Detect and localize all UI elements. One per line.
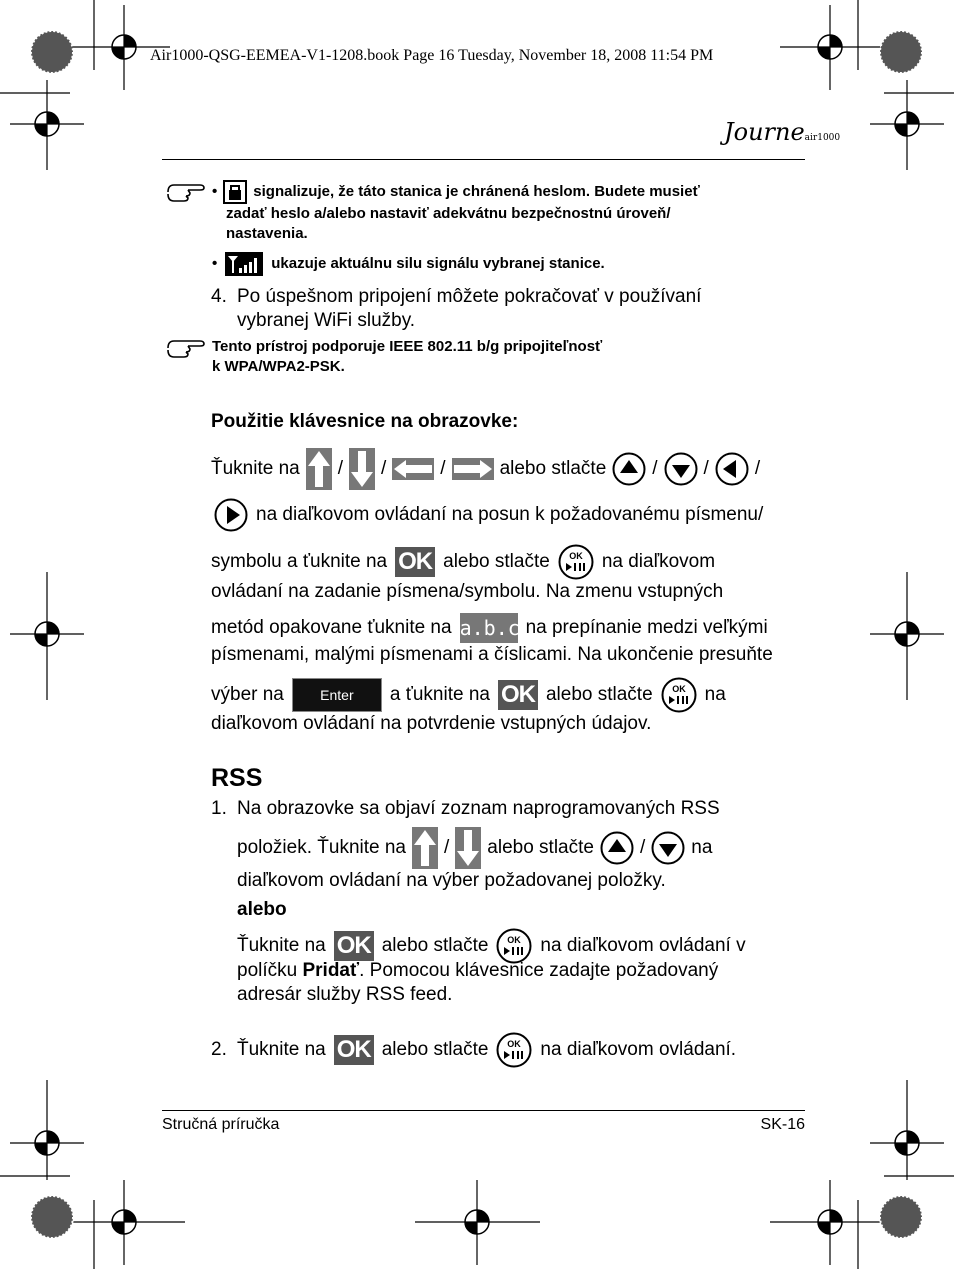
svg-text:OK: OK	[671, 684, 686, 694]
keyboard-line8: diaľkovom ovládaní na potvrdenie vstupných údajov.	[211, 713, 652, 734]
remote-up-button-icon	[600, 831, 634, 865]
logo-text: Journe	[724, 118, 805, 146]
keyboard-line4: ovládaní na zadanie písmena/symbolu. Na zmenu vstupných	[211, 581, 724, 602]
rss-step1-line3: diaľkovom ovládaní na výber požadovanej položky.	[237, 870, 666, 891]
footer-rule	[162, 1110, 805, 1111]
header-rule	[162, 159, 805, 160]
remote-down-button-icon	[664, 452, 698, 486]
rss-step2: 2. Ťuknite na OK alebo stlačte OK na diaľkovom ovládaní.	[211, 1032, 736, 1068]
note2: Tento prístroj podporuje IEEE 802.11 b/g pripojiteľnosť k WPA/WPA2-PSK.	[212, 338, 603, 375]
pointing-hand-icon	[166, 181, 206, 203]
footer-left: Stručná príručka	[162, 1116, 280, 1133]
keyboard-line7: výber na Enter a ťuknite na OK alebo stlačte OK na	[211, 677, 726, 713]
keyboard-line1: Ťuknite na / / / alebo stlačte / / /	[211, 448, 760, 490]
logo-sub: air1000	[804, 133, 841, 143]
note1-bullet1: • signalizuje, že táto stanica je chránená heslom. Budete musieť zadať heslo a/alebo nastaviť adekvátnu bezpečnostnú úroveň/ nastavenia.	[212, 180, 700, 244]
note1-bullet2: • ukazuje aktuálnu silu signálu vybranej stanice.	[212, 252, 605, 276]
enter-button[interactable]: Enter	[292, 678, 382, 712]
signal-strength-icon	[225, 252, 263, 276]
ok-button[interactable]: OK	[395, 547, 435, 577]
keyboard-line3: symbolu a ťuknite na OK alebo stlačte OK na diaľkovom	[211, 544, 715, 580]
keyboard-heading: Použitie klávesnice na obrazovke:	[211, 411, 519, 432]
journe-logo	[724, 118, 840, 146]
lock-icon	[223, 180, 247, 204]
svg-text:OK: OK	[569, 551, 583, 561]
step-4: 4. Po úspešnom pripojení môžete pokračovať v používaní vybranej WiFi služby.	[211, 286, 702, 331]
remote-up-button-icon	[612, 452, 646, 486]
arrow-down-icon[interactable]	[455, 827, 481, 869]
remote-ok-play-pause-icon	[661, 677, 697, 713]
remote-ok-play-pause-icon	[496, 1032, 532, 1068]
arrow-right-icon[interactable]	[452, 458, 494, 480]
pointing-hand-icon	[166, 337, 206, 359]
keyboard-line6: písmenami, malými písmenami a číslicami. Na ukončenie presuňte	[211, 644, 773, 665]
rss-step1-line6: adresár služby RSS feed.	[237, 984, 453, 1005]
svg-text:OK: OK	[507, 1039, 522, 1049]
arrow-up-icon[interactable]	[306, 448, 332, 490]
rss-step1-line4: Ťuknite na OK alebo stlačte OK na diaľkovom ovládaní v	[237, 928, 746, 964]
bullet: •	[212, 255, 218, 272]
arrow-down-icon[interactable]	[349, 448, 375, 490]
rss-step1-line5: políčku Pridať. Pomocou klávesnice zadajte požadovaný	[237, 960, 719, 981]
arrow-up-icon[interactable]	[412, 827, 438, 869]
rss-alebo: alebo	[237, 899, 287, 920]
remote-ok-play-pause-icon	[558, 544, 594, 580]
keyboard-line2: na diaľkovom ovládaní na posun k požadovanému písmenu/	[214, 498, 763, 532]
remote-down-button-icon	[651, 831, 685, 865]
svg-text:OK: OK	[507, 935, 522, 945]
ok-button[interactable]: OK	[498, 680, 538, 710]
rss-step1-line1: 1. Na obrazovke sa objaví zoznam naprogramovaných RSS	[211, 798, 720, 819]
slug-line: Air1000-QSG-EEMEA-V1-1208.book Page 16 Tuesday, November 18, 2008 11:54 PM	[150, 47, 714, 64]
pridat-label: Pridať	[302, 960, 360, 981]
remote-left-button-icon	[715, 452, 749, 486]
rss-step1-line2: položiek. Ťuknite na / alebo stlačte / na	[237, 827, 712, 869]
bullet: •	[212, 183, 218, 200]
rss-heading: RSS	[211, 764, 263, 792]
footer-page-number: SK-16	[760, 1116, 805, 1133]
arrow-left-icon[interactable]	[392, 458, 434, 480]
remote-right-button-icon	[214, 498, 248, 532]
abc-mode-button[interactable]: a.b.c	[460, 613, 518, 643]
keyboard-line5: metód opakovane ťuknite na a.b.c na prepínanie medzi veľkými	[211, 613, 768, 643]
ok-button[interactable]: OK	[334, 1035, 374, 1065]
ok-button[interactable]: OK	[334, 931, 374, 961]
